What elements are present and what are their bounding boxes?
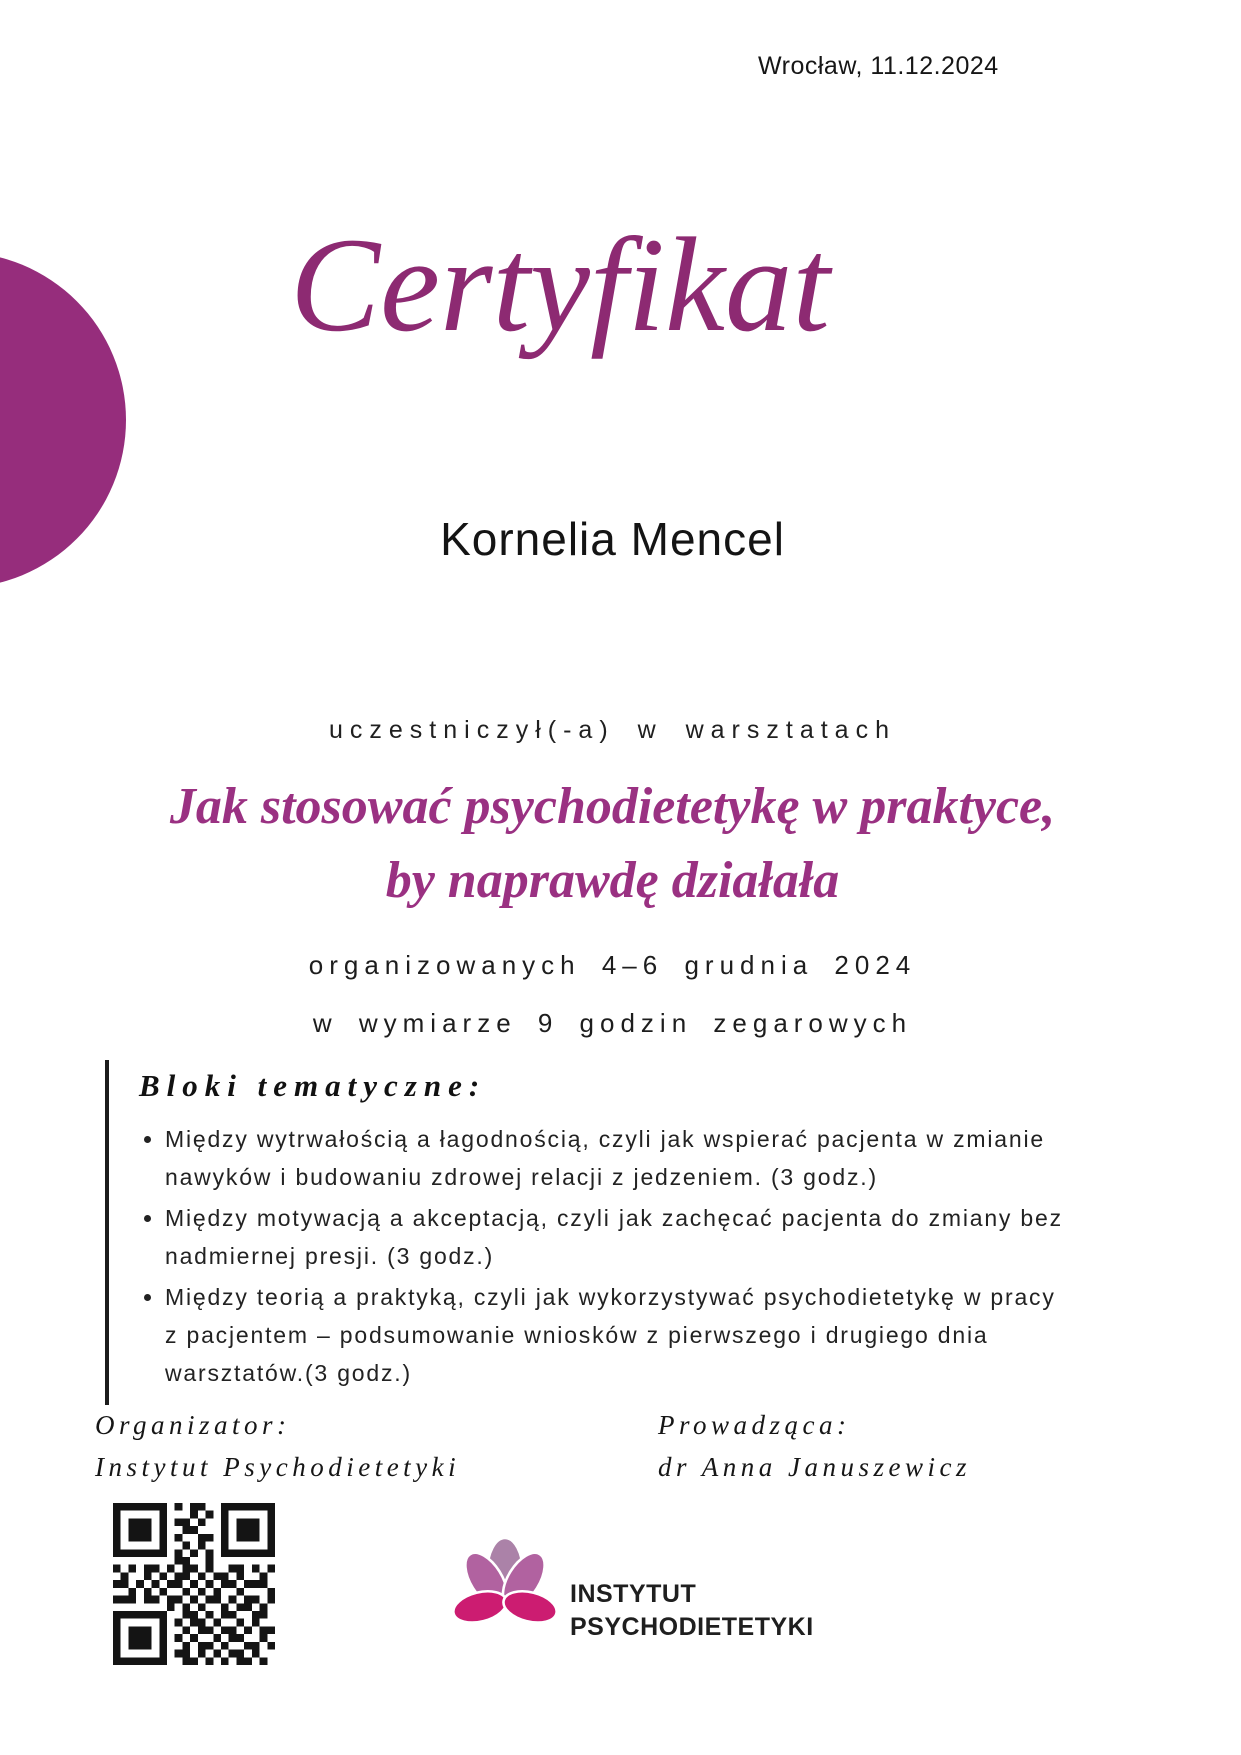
leader-name: dr Anna Januszewicz bbox=[658, 1452, 971, 1482]
topic-item: • Między motywacją a akceptacją, czyli jak zachęcać pacjenta do zmiany bez nadmiernej presji. (3 godz.) bbox=[165, 1199, 1070, 1275]
organizer-name: Instytut Psychodietetyki bbox=[95, 1452, 461, 1482]
certificate-title: Certyfikat bbox=[290, 211, 830, 360]
participation-line: uczestniczył(-a) w warsztatach bbox=[329, 716, 896, 744]
place-and-date: Wrocław, 11.12.2024 bbox=[758, 52, 999, 80]
topics-list bbox=[139, 1120, 1089, 1405]
topic-item: • Między teorią a praktyką, czyli jak wykorzystywać psychodietetykę w pracy z pacjentem – podsumowanie wniosków z pierwszego i drugiego dnia warsztatów.(3 godz.) bbox=[165, 1278, 1070, 1392]
organizer-label: Organizator: bbox=[95, 1410, 291, 1440]
workshop-duration: w wymiarze 9 godzin zegarowych bbox=[312, 1008, 913, 1038]
topics-heading: Bloki tematyczne: bbox=[139, 1068, 487, 1103]
logo-text-line2: PSYCHODIETETYKI bbox=[570, 1613, 814, 1641]
workshop-title-line1: Jak stosować psychodietetykę w praktyce, bbox=[169, 778, 1056, 835]
workshop-dates: organizowanych 4–6 grudnia 2024 bbox=[308, 950, 917, 980]
logo-text bbox=[570, 1578, 814, 1644]
topic-item: • Między wytrwałością a łagodnością, czyli jak wspierać pacjenta w zmianie nawyków i budowaniu zdrowej relacji z jedzeniem. (3 godz.) bbox=[165, 1120, 1070, 1196]
lotus-icon bbox=[452, 1538, 558, 1632]
workshop-title-line2: by naprawdę działała bbox=[385, 851, 840, 909]
workshop-title bbox=[0, 770, 1225, 918]
topics-section bbox=[105, 1060, 1089, 1405]
leader-label: Prowadząca: bbox=[658, 1410, 851, 1440]
qr-code bbox=[113, 1503, 275, 1665]
recipient-name: Kornelia Mencel bbox=[440, 513, 785, 565]
logo-text-line1: INSTYTUT bbox=[570, 1580, 697, 1608]
